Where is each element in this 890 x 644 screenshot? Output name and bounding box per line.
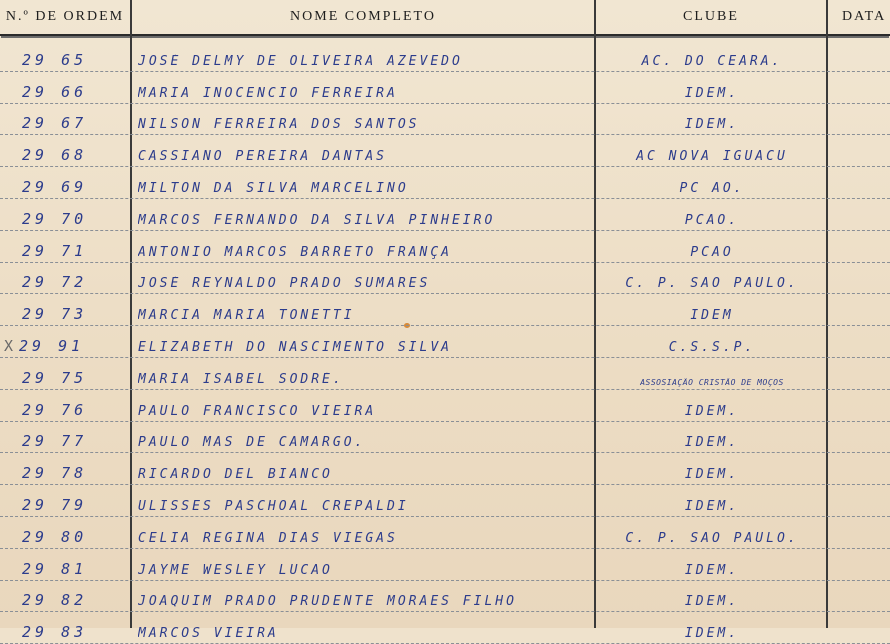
cell-ordem: [22, 210, 122, 228]
header-ordem: N.º DE ORDEM: [5, 9, 125, 24]
table-row: [0, 104, 890, 136]
cell-clube: IDEM.: [684, 594, 740, 610]
table-row: [0, 453, 890, 485]
cross-mark: X: [4, 336, 18, 355]
cell-clube: PCAO: [690, 244, 734, 260]
cell-clube: C.S.S.P.: [668, 339, 756, 355]
cell-nome: MILTON DA SILVA MARCELINO: [138, 180, 409, 196]
table-row: [0, 549, 890, 581]
ordem-number: 29 72: [22, 273, 88, 292]
cell-clube: IDEM.: [684, 626, 740, 642]
cell-ordem: [22, 83, 122, 101]
table-row: [0, 40, 890, 72]
cell-ordem: [22, 51, 122, 69]
cell-clube: IDEM.: [684, 403, 740, 419]
cell-clube: IDEM.: [684, 435, 740, 451]
ordem-number: 29 75: [22, 368, 88, 387]
cell-nome: MARCOS VIEIRA: [138, 626, 279, 642]
table-row: [0, 72, 890, 104]
cell-clube: IDEM: [690, 308, 734, 324]
ordem-number: 29 67: [22, 114, 88, 133]
cell-ordem: [4, 337, 104, 355]
cell-ordem: [22, 305, 122, 323]
cell-nome: MARCOS FERNANDO DA SILVA PINHEIRO: [138, 212, 496, 228]
cell-nome: PAULO MAS DE CAMARGO.: [138, 435, 366, 451]
ledger-header: [0, 0, 890, 36]
ordem-number: 29 69: [22, 177, 88, 196]
ordem-number: 29 78: [22, 464, 88, 483]
cell-nome: MARIA ISABEL SODRÉ.: [138, 371, 344, 387]
cell-ordem: [22, 464, 122, 482]
ordem-number: 29 81: [22, 559, 88, 578]
cell-clube: C. P. SÃO PAULO.: [625, 530, 799, 546]
table-row: [0, 294, 890, 326]
cell-nome: NILSON FERREIRA DOS SANTOS: [138, 117, 420, 133]
table-row: [0, 485, 890, 517]
cell-clube: IDEM.: [684, 467, 740, 483]
cell-ordem: [22, 560, 122, 578]
ordem-number: 29 79: [22, 495, 88, 514]
cell-clube: PCAO.: [684, 212, 740, 228]
cell-nome: ANTONIO MARCOS BARRETO FRANÇA: [138, 244, 452, 260]
cell-nome: CASSIANO PEREIRA DANTAS: [138, 149, 388, 165]
table-row: [0, 581, 890, 613]
table-row: [0, 263, 890, 295]
ledger-rows: [0, 40, 890, 644]
cell-ordem: [22, 242, 122, 260]
cell-clube: IDEM.: [684, 498, 740, 514]
table-row: [0, 422, 890, 454]
cell-ordem: [22, 591, 122, 609]
cell-clube: AC. DO CEARA.: [641, 53, 783, 69]
cell-nome: ELIZABETH DO NASCIMENTO SILVA: [138, 339, 452, 355]
ordem-number: 29 71: [22, 241, 88, 260]
cell-clube: AC NOVA IGUACU: [636, 149, 788, 165]
table-row: [0, 167, 890, 199]
cell-nome: JOSÉ REYNALDO PRADO SUMARES: [138, 276, 431, 292]
cell-nome: ULISSES PASCHOAL CREPALDI: [138, 498, 409, 514]
ordem-number: 29 82: [22, 591, 88, 610]
cell-nome: MARIA INOCENCIO FERREIRA: [138, 85, 398, 101]
cell-ordem: [22, 623, 122, 641]
ordem-number: 29 65: [22, 50, 88, 69]
ordem-number: 29 83: [22, 623, 88, 642]
table-row: [0, 135, 890, 167]
cell-ordem: [22, 178, 122, 196]
cell-clube: IDEM.: [684, 85, 740, 101]
cell-ordem: [22, 146, 122, 164]
ordem-number: 29 73: [22, 305, 88, 324]
table-row: [0, 390, 890, 422]
cell-nome: CELIA REGINA DIAS VIEGAS: [138, 530, 398, 546]
ordem-number: 29 80: [22, 527, 88, 546]
header-nome: NOME COMPLETO: [290, 9, 436, 24]
cell-nome: JOAQUIM PRADO PRUDENTE MORAES FILHO: [138, 594, 517, 610]
cell-clube: ASSOSIAÇÃO CRISTÃO DE MOÇOS: [640, 377, 784, 387]
cell-ordem: [22, 273, 122, 291]
table-row: [0, 326, 890, 358]
ordem-number: 29 91: [19, 336, 85, 355]
cell-ordem: [22, 432, 122, 450]
cell-ordem: [22, 528, 122, 546]
header-data: DATA: [842, 9, 887, 24]
cell-nome: PAULO FRANCISCO VIEIRA: [138, 403, 377, 419]
cell-nome: JAYME WESLEY LUCÃO: [138, 562, 333, 578]
cell-clube: C. P. SÃO PAULO.: [625, 276, 799, 292]
table-row: [0, 612, 890, 644]
table-row: [0, 517, 890, 549]
ordem-number: 29 66: [22, 82, 88, 101]
cell-ordem: [22, 369, 122, 387]
cell-ordem: [22, 401, 122, 419]
table-row: [0, 199, 890, 231]
cell-clube: IDEM.: [684, 562, 740, 578]
table-row: [0, 358, 890, 390]
ordem-number: 29 76: [22, 400, 88, 419]
cell-ordem: [22, 114, 122, 132]
header-clube: CLUBE: [683, 9, 739, 24]
cell-clube: PC AO.: [679, 180, 745, 196]
cell-ordem: [22, 496, 122, 514]
ordem-number: 29 70: [22, 209, 88, 228]
table-row: [0, 231, 890, 263]
ordem-number: 29 77: [22, 432, 88, 451]
cell-nome: MARCIA MARIA TONETTI: [138, 308, 355, 324]
cell-nome: JOSÉ DELMY DE OLIVEIRA AZEVEDO: [138, 53, 463, 69]
ordem-number: 29 68: [22, 146, 88, 165]
cell-clube: IDEM.: [684, 117, 740, 133]
cell-nome: RICARDO DEL BIANCO: [138, 467, 333, 483]
